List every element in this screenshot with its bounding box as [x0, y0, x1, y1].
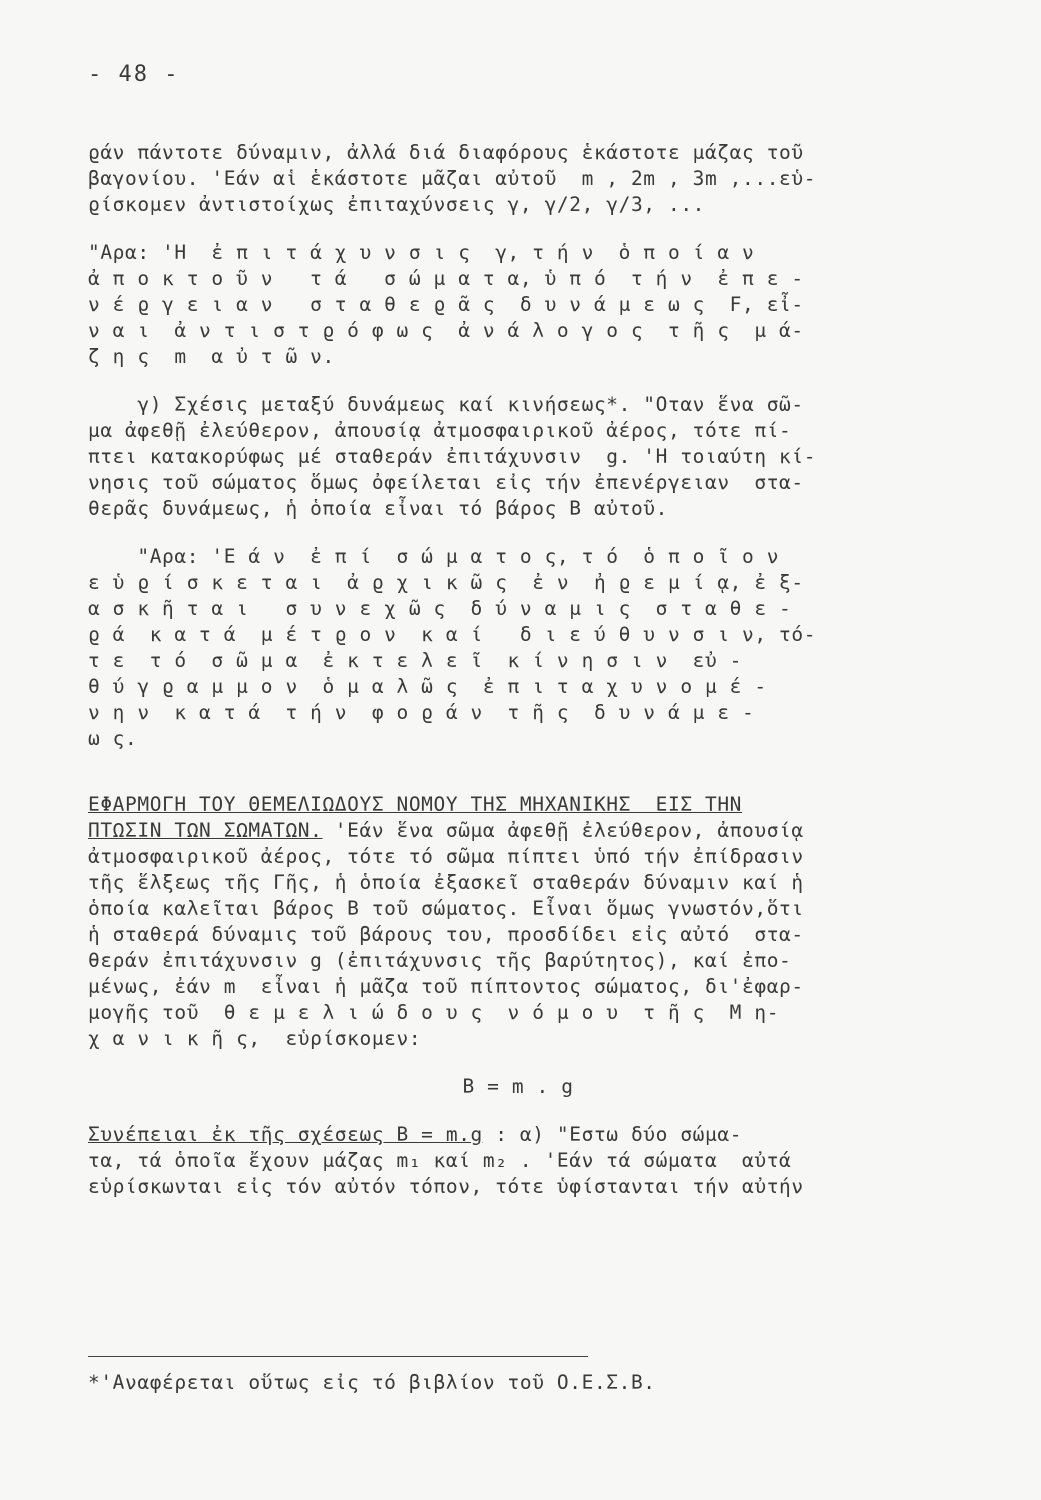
page-number: - 48 - — [88, 62, 180, 87]
text-line: ω ς. — [88, 727, 138, 750]
text-line: ὁποία καλεῖται βάρος Β τοῦ σώματος. Εἶναι ὅμως γνωστόν,ὅτι — [88, 897, 804, 920]
text-line: ϱάν πάντοτε δύναμιν, ἀλλά διά διαφόρους ἑκάστοτε μάζας τοῦ — [88, 141, 804, 164]
equation-weight: Β = m . g — [462, 1075, 574, 1098]
text-fragment: : α) "Εστω δύο σώμα- — [482, 1123, 743, 1146]
text-line: ν έ ϱ γ ε ι α ν σ τ α θ ε ϱ ᾶ ς δ υ ν ά μ ε ω ς F, εἶ- — [88, 293, 804, 316]
text-line: χ α ν ι κ ῆ ς, εὑρίσκομεν: — [88, 1027, 422, 1050]
paragraph-force-motion — [88, 392, 948, 522]
text-line: ν α ι ἀ ν τ ι σ τ ϱ ό φ ω ς ἀ ν ά λ ο γ ο ς τ ῆ ς μ ά- — [88, 319, 804, 342]
text-line: ϱ ά κ α τ ά μ έ τ ϱ ο ν κ α ί δ ι ε ύ θ υ ν σ ι ν, τό- — [88, 623, 817, 646]
text-line — [88, 1122, 948, 1148]
page-body — [88, 140, 948, 1200]
text-line: θεράν ἐπιτάχυνσιν g (ἐπιτάχυνσις τῆς βαρύτητος), καί ἐπο- — [88, 949, 792, 972]
text-line: γ) Σχέσις μεταξύ δυνάμεως καί κινήσεως*. "Οταν ἕνα σῶ- — [88, 393, 804, 416]
text-line: ἀτμοσφαιρικοῦ ἀέρος, τότε τό σῶμα πίπτει ὑπό τήν ἐπίδρασιν — [88, 845, 804, 868]
text-line: ζ η ς m α ὐ τ ῶ ν. — [88, 345, 335, 368]
section-heading-continued: ΠΤΩΣΙΝ ΤΩΝ ΣΩΜΑΤΩΝ. — [88, 819, 323, 842]
paragraph-consequences — [88, 1122, 948, 1200]
paragraph-spaced-conclusion — [88, 240, 948, 370]
text-line: βαγονίου. 'Εάν αἱ ἑκάστοτε μᾶζαι αὐτοῦ m , 2m , 3m ,...εὑ- — [88, 167, 817, 190]
text-line: τα, τά ὁποῖα ἔχουν μάζας m₁ καί m₂ . 'Εάν τά σώματα αὐτά — [88, 1149, 792, 1172]
text-line: νησις τοῦ σώματος ὅμως ὀφείλεται εἰς τήν ἐπενέργειαν στα- — [88, 471, 804, 494]
footnote: *'Αναφέρεται οὕτως εἰς τό βιβλίον τοῦ Ο.Ε.Σ.Β. — [88, 1371, 656, 1394]
text-line: τῆς ἕλξεως τῆς Γῆς, ἡ ὁποία ἐξασκεῖ σταθεράν δύναμιν καί ἡ — [88, 871, 804, 894]
text-line: ϱίσκομεν ἀντιστοίχως ἐπιταχύνσεις γ, γ/2, γ/3, ... — [88, 193, 705, 216]
subheading-consequences: Συνέπειαι ἐκ τῆς σχέσεως Β = m.g — [88, 1123, 483, 1146]
text-line: τ ε τ ό σ ῶ μ α ἐ κ τ ε λ ε ῖ κ ί ν η σ ι ν εὐ - — [88, 649, 743, 672]
footnote-rule — [88, 1356, 588, 1357]
text-fragment: 'Εάν ἕνα σῶμα ἀφεθῇ ἐλεύθερον, ἀπουσίᾳ — [322, 819, 804, 842]
text-line: εὑρίσκωνται εἰς τόν αὐτόν τόπον, τότε ὑφίστανται τήν αὐτήν — [88, 1175, 804, 1198]
text-line: α σ κ ῆ τ α ι σ υ ν ε χ ῶ ς δ ύ ν α μ ι ς σ τ α θ ε - — [88, 597, 792, 620]
section-application — [88, 792, 948, 1052]
text-line: "Αρα: 'Η ἐ π ι τ ά χ υ ν σ ι ς γ, τ ή ν ὁ π ο ί α ν — [88, 241, 755, 264]
section-heading: ΕΦΑΡΜΟΓΗ ΤΟΥ ΘΕΜΕΛΙΩΔΟΥΣ ΝΟΜΟΥ ΤΗΣ ΜΗΧΑΝΙΚΗΣ ΕΙΣ ΤΗΝ — [88, 793, 743, 816]
text-line: θερᾶς δυνάμεως, ἡ ὁποία εἶναι τό βάρος Β αὐτοῦ. — [88, 497, 668, 520]
text-line: θ ύ γ ϱ α μ μ ο ν ὁ μ α λ ῶ ς ἐ π ι τ α χ υ ν ο μ έ - — [88, 675, 767, 698]
text-line: ν η ν κ α τ ά τ ή ν φ ο ϱ ά ν τ ῆ ς δ υ ν ά μ ε - — [88, 701, 755, 724]
text-line — [88, 818, 948, 844]
text-line: πτει κατακορύφως μέ σταθεράν ἐπιτάχυνσιν g. 'Η τοιαύτη κί- — [88, 445, 817, 468]
paragraph — [88, 140, 948, 218]
text-line: μογῆς τοῦ θ ε μ ε λ ι ώ δ ο υ ς ν ό μ ο υ τ ῆ ς Μ η- — [88, 1001, 780, 1024]
text-line: ἡ σταθερά δύναμις τοῦ βάρους του, προσδίδει εἰς αὐτό στα- — [88, 923, 804, 946]
text-line: μα ἀφεθῇ ἐλεύθερον, ἀπουσίᾳ ἀτμοσφαιρικοῦ ἀέρος, τότε πί- — [88, 419, 792, 442]
paragraph-spaced-law — [88, 544, 948, 752]
text-line: "Αρα: 'Ε ά ν ἐ π ί σ ώ μ α τ ο ς, τ ό ὁ π ο ῖ ο ν — [88, 545, 780, 568]
text-line: μένως, ἐάν m εἶναι ἡ μᾶζα τοῦ πίπτοντος σώματος, δι'ἐφαρ- — [88, 975, 804, 998]
text-line: ἀ π ο κ τ ο ῦ ν τ ά σ ώ μ α τ α, ὑ π ό τ ή ν ἐ π ε - — [88, 267, 804, 290]
text-line: ε ὑ ϱ ί σ κ ε τ α ι ἀ ϱ χ ι κ ῶ ς ἐ ν ἠ ϱ ε μ ί ᾳ, ἐ ξ- — [88, 571, 804, 594]
